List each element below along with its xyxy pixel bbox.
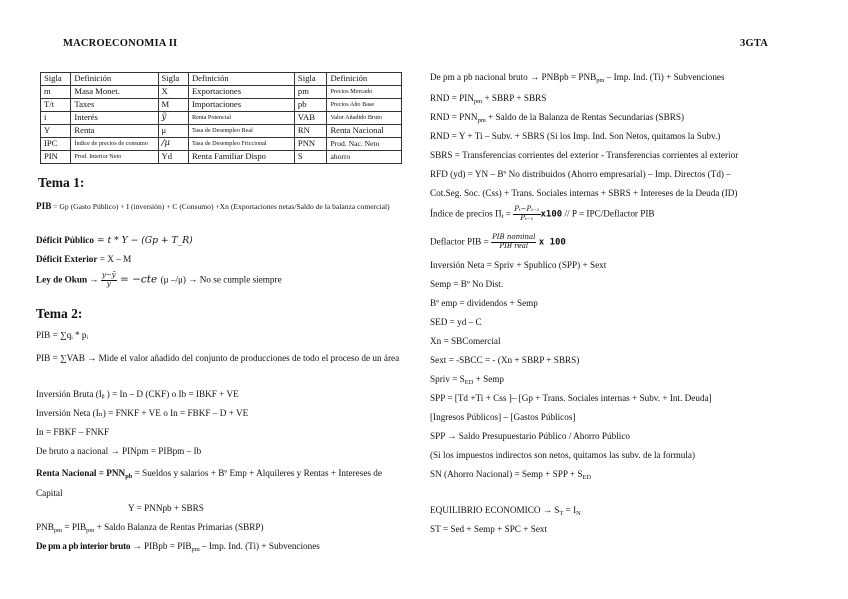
rnd-1-b: + SBRP + SBRS: [482, 93, 547, 103]
tema2-title: Tema 2:: [36, 306, 83, 321]
inversion-bruta: Inversión Bruta (Iᵦ ) = In – D (CKF) o Ib = IBKF + VE: [36, 389, 239, 399]
deflactor-pib: [430, 234, 566, 250]
rnd-2-b: + Saldo de la Balanza de Rentas Secundarias (SBRS): [485, 112, 685, 122]
pm-pb-nacional-label: De pm a pb nacional bruto: [430, 72, 528, 82]
equilibrio-a: EQUILIBRIO ECONOMICO → S: [430, 505, 560, 515]
okun-denominator: ỹ: [106, 279, 111, 288]
pm-pb-interior-label: De pm a pb interior bruto: [36, 541, 131, 551]
sigla-cell: VAB: [294, 112, 327, 125]
deficit-publico-label: Déficit Público: [36, 235, 94, 245]
sed: SED = yd – C: [430, 317, 482, 327]
pib-sum-q: PIB = ∑qᵢ * pᵢ: [36, 330, 89, 340]
indice-label: Índice de precios Π: [430, 208, 502, 219]
renta-nacional-sub: pb: [125, 473, 133, 480]
tema1-title: Tema 1:: [38, 175, 85, 190]
rnd-3: RND = Y + Ti – Subv. + SBRS (Si los Imp. Ind. Son Netos, quitamos la Subv.): [430, 131, 721, 141]
inversion-neta: Inversión Neta (Iₙ) = FNKF + VE o In = FBKF – D + VE: [36, 408, 249, 418]
page-title: MACROECONOMIA II: [63, 38, 178, 49]
definition-cell: Prod. Interior Neto: [71, 151, 158, 164]
okun-rhs: = −cte: [116, 273, 161, 286]
deficit-exterior-formula: = X – M: [97, 254, 132, 264]
inversion-neta-ahorro: Inversión Neta = Spriv + Spublico (SPP) + Sext: [430, 260, 607, 270]
spriv-sub: ED: [464, 379, 474, 386]
rfd-1: RFD (yd) = YN – Bº No distribuidos (Ahorro empresarial) – Imp. Directos (Td) –: [430, 169, 731, 179]
definition-cell: Tasa de Desempleo Friccional: [188, 138, 294, 151]
glossary-row: [41, 112, 402, 125]
pnb-sub: pm: [53, 527, 63, 534]
deflactor-fraction: [491, 234, 536, 250]
spriv-b: + Semp: [473, 374, 505, 384]
pib-text: = Gp (Gasto Público) + I (inversión) + C (Consumo) +Xn (Exportaciones netas/Saldo de la balanza comercial): [51, 202, 390, 211]
renta-nacional-label: Renta Nacional = PNN: [36, 468, 126, 478]
equilibrio-sub: T: [559, 510, 564, 517]
indice-numerator: Pₜ−Pₜ₋₁: [514, 205, 540, 213]
glossary-row: [41, 99, 402, 112]
definition-cell: Exportaciones: [188, 86, 294, 99]
indice-denominator: Pₜ₋₁: [520, 213, 534, 222]
equilibrio-sub2: N: [576, 510, 581, 517]
rnd-1-sub: pm: [473, 98, 483, 105]
sn-sub: ED: [582, 474, 592, 481]
deficit-exterior-label: Déficit Exterior: [36, 254, 98, 264]
sigla-cell: M: [158, 99, 188, 112]
glossary-header-row: [41, 73, 402, 86]
header-cell: Definición: [188, 73, 294, 86]
renta-nacional-text: = Sueldos y salarios + Bº Emp + Alquileres y Rentas + Intereses de Capital: [36, 468, 382, 498]
header-cell: Sigla: [158, 73, 188, 86]
sigla-cell: /μ: [158, 138, 188, 151]
deflactor-x100: x 100: [538, 237, 566, 248]
indice-precios: [430, 206, 655, 222]
sigla-cell: pm: [294, 86, 327, 99]
equilibrio-economico: [430, 505, 581, 515]
pib-vab-formula: PIB = ∑VAB: [36, 353, 85, 363]
definition-cell: Importaciones: [188, 99, 294, 112]
definition-cell: Renta Familiar Dispo: [188, 151, 294, 164]
pm-pb-interior-text: – Imp. Ind. (Ti) + Subvenciones: [199, 541, 320, 551]
pm-a-pb-nacional: [430, 72, 725, 82]
definition-cell: Precios Mercado: [327, 86, 402, 99]
spriv: [430, 374, 504, 384]
sigla-cell: X: [158, 86, 188, 99]
indice-x100: x100: [540, 209, 563, 220]
pib-sub: pm: [86, 527, 95, 534]
sigla-cell: Y: [41, 125, 71, 138]
indice-tail: // P = IPC/Deflactor PIB: [562, 208, 655, 219]
definition-cell: Renta Nacional: [327, 125, 402, 138]
xn: Xn = SBComercial: [430, 336, 501, 346]
sigla-cell: IPC: [41, 138, 71, 151]
sbrs: SBRS = Transferencias corrientes del exterior - Transferencias corrientes al exterior: [430, 150, 739, 160]
okun-numerator: y−ỹ: [101, 271, 116, 279]
definition-cell: Masa Monet.: [71, 86, 158, 99]
okun-tail: → No se cumple siempre: [185, 274, 282, 285]
glossary-row: [41, 86, 402, 99]
pm-a-pb-interior: [36, 541, 320, 551]
indice-eq: =: [503, 208, 514, 219]
deflactor-denominator: PIB real: [499, 241, 529, 250]
sigla-cell: i: [41, 112, 71, 125]
okun-label: Ley de Okun: [36, 274, 88, 285]
definition-cell: Renta: [71, 125, 158, 138]
sigla-cell: pb: [294, 99, 327, 112]
sn-a: SN (Ahorro Nacional) = Semp + SPP + S: [430, 469, 583, 479]
definition-cell: Valor Añadido Bruto: [327, 112, 402, 125]
deficit-exterior: [36, 254, 131, 264]
rfd-2: Cot.Seg. Soc. (Css) + Trans. Sociales internas + SBRS + Intereses de la Deuda (ID): [430, 188, 738, 198]
definition-cell: Índice de precios de consumo: [71, 138, 158, 151]
pnb-label: PNB: [36, 522, 54, 532]
sigla-cell: μ: [158, 125, 188, 138]
sigla-cell: PIN: [41, 151, 71, 164]
indice-fraction: [513, 206, 540, 222]
definition-cell: Tasa de Desempleo Real: [188, 125, 294, 138]
ley-okun: [36, 272, 282, 288]
okun-mu: (μ –/μ): [160, 274, 186, 285]
bruto-a-nacional: De bruto a nacional → PINpm = PIBpm – Ib: [36, 446, 202, 456]
deficit-publico-formula: = t * Y − (Gp + T_R): [93, 235, 193, 246]
rnd-2: [430, 112, 684, 122]
pm-pb-interior-sub: pm: [191, 546, 200, 553]
pib-vab-text: → Mide el valor añadido del conjunto de producciones de todo el proceso de un área: [84, 353, 400, 363]
okun-fraction: [101, 272, 117, 288]
deflactor-numerator: PIB nominal: [492, 233, 536, 241]
indice-sub: t: [501, 213, 504, 221]
sigla-cell: m: [41, 86, 71, 99]
pnb-text: + Saldo Balanza de Rentas Primarias (SBRP): [94, 522, 264, 532]
in-formula: In = FBKF – FNKF: [36, 427, 110, 437]
pib-definition: [36, 198, 401, 215]
header-cell: Definición: [327, 73, 402, 86]
pm-pb-nacional-text: – Imp. Ind. (Ti) + Subvenciones: [604, 72, 725, 82]
st-formula: ST = Sed + Semp + SPC + Sext: [430, 524, 548, 534]
equilibrio-b: = I: [563, 505, 577, 515]
spp: SPP = [Td +Ti + Css ]– [Gp + Trans. Sociales internas + Subv. + Int. Deuda]: [430, 393, 712, 403]
sigla-cell: Yd: [158, 151, 188, 164]
definition-cell: Renta Potencial: [188, 112, 294, 125]
header-cell: Sigla: [41, 73, 71, 86]
header-cell: Definición: [71, 73, 158, 86]
renta-nacional: [36, 464, 401, 503]
pib-vab: [36, 349, 401, 367]
sigla-cell: T/t: [41, 99, 71, 112]
definition-cell: Precios Año Base: [327, 99, 402, 112]
spriv-a: Spriv = S: [430, 374, 465, 384]
course-code: 3GTA: [740, 38, 769, 49]
pm-pb-nacional-sub: pm: [596, 77, 605, 84]
sigla-cell: ỹ: [158, 112, 188, 125]
rnd-2-sub: pm: [477, 117, 486, 124]
rnd-1-a: RND = PIN: [430, 93, 474, 103]
glossary-row: [41, 138, 402, 151]
nota-impuestos: (Si los impuestos indirectos son netos, quitamos las subv. de la formula): [430, 450, 696, 460]
bo-emp: Bº emp = dividendos + Semp: [430, 298, 538, 308]
definition-cell: ahorro: [327, 151, 402, 164]
pm-pb-interior-eq: → PIBpb = PIB: [130, 541, 192, 551]
rnd-1: [430, 93, 546, 103]
pm-pb-nacional-eq: → PNBpb = PNB: [527, 72, 597, 82]
pnb-eq: = PIB: [62, 522, 87, 532]
spp-saldo: SPP → Saldo Presupuestario Público / Ahorro Público: [430, 431, 631, 441]
definition-cell: Interés: [71, 112, 158, 125]
glossary-table: [40, 72, 402, 164]
sigla-cell: RN: [294, 125, 327, 138]
okun-arrow: →: [87, 274, 101, 285]
rnd-2-a: RND = PNN: [430, 112, 478, 122]
pnb-pm: [36, 522, 264, 532]
deficit-publico: [36, 235, 193, 246]
deflactor-label: Deflactor PIB =: [430, 236, 492, 247]
pib-label: PIB: [36, 201, 52, 211]
sigla-cell: S: [294, 151, 327, 164]
definition-cell: Taxes: [71, 99, 158, 112]
sext: Sext = -SBCC = - (Xn + SBRP + SBRS): [430, 355, 580, 365]
definition-cell: Prod. Nac. Neto: [327, 138, 402, 151]
glossary-row: [41, 125, 402, 138]
ahorro-nacional: [430, 469, 591, 479]
renta-y: Y = PNNpb + SBRS: [128, 503, 204, 513]
ingresos-gastos: [Ingresos Públicos] – [Gastos Públicos]: [430, 412, 576, 422]
semp: Semp = Bº No Dist.: [430, 279, 504, 289]
header-cell: Sigla: [294, 73, 327, 86]
sigla-cell: PNN: [294, 138, 327, 151]
glossary-row: [41, 151, 402, 164]
